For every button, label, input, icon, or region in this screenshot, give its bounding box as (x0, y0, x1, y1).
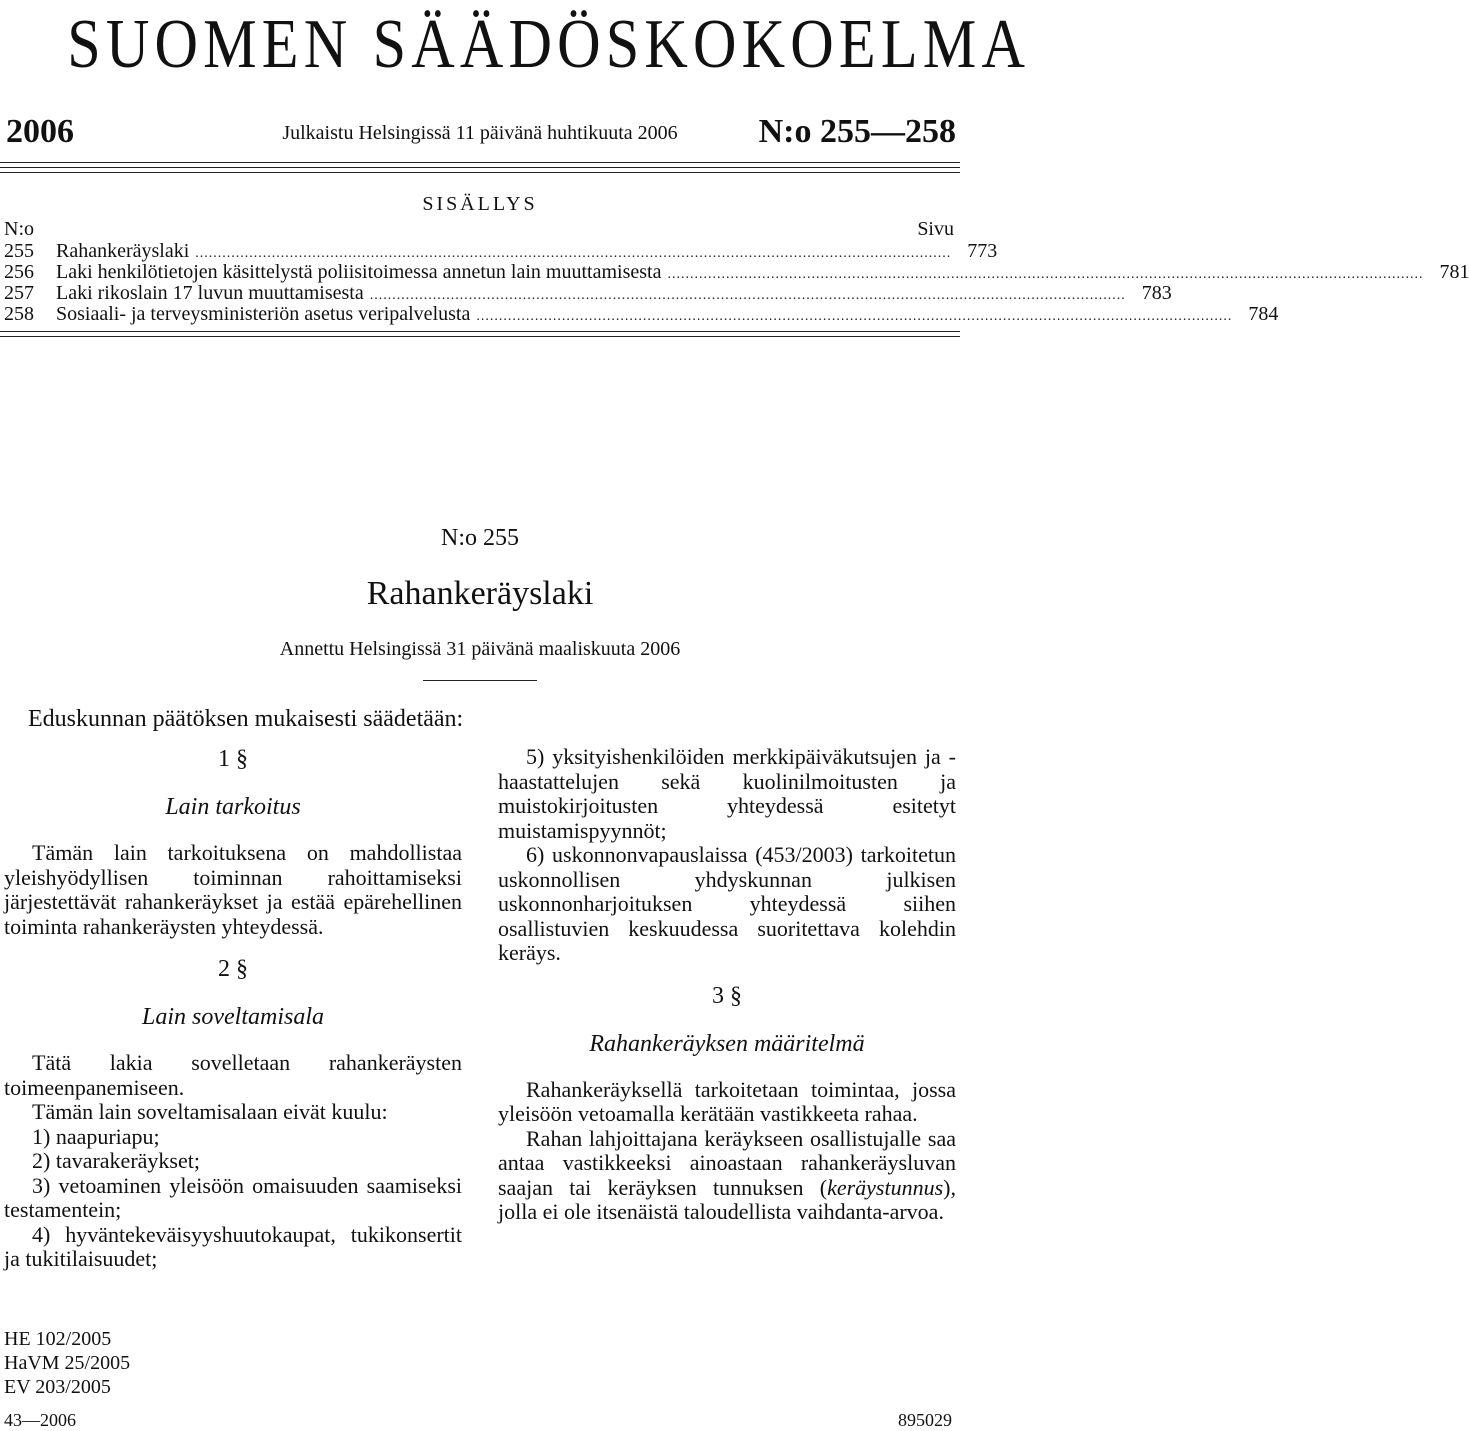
toc-page-header: Sivu (917, 218, 954, 240)
reference-item: HE 102/2005 (4, 1328, 112, 1350)
list-item: 6) uskonnonvapauslaissa (453/2003) tarkoitetun uskonnollisen yhdyskunnan julkisen uskonnonharjoituksen yhteydessä siihen osallistuvien keskuudessa suoritettava kolehdin keräys. (498, 842, 956, 965)
publication-date: Julkaistu Helsingissä 11 päivänä huhtikuuta 2006 (282, 122, 678, 144)
act-title: Rahankeräyslaki (366, 575, 594, 612)
toc-row-title: Rahankeräyslaki (56, 240, 190, 262)
list-item: 1) naapuriapu; (32, 1123, 160, 1149)
section-3-title: Rahankeräyksen määritelmä (589, 1030, 865, 1057)
list-item: 4) hyväntekeväisyyshuutokaupat, tukikonsertit ja tukitilaisuudet; (4, 1221, 462, 1271)
footer-left-code: 43—2006 (4, 1410, 76, 1430)
right-column (498, 745, 956, 1225)
toc-row-page: 773 (967, 240, 998, 262)
section-3-paragraph: Rahankeräyksellä tarkoitetaan toimintaa, jossa yleisöön vetoamalla kerätään vastikkeeta rahaa. (498, 1076, 956, 1126)
section-3-paragraph (498, 1127, 956, 1225)
section-1-number: 1 § (218, 746, 248, 772)
toc-leader-dots: ........................................................................................................................................................................ (667, 267, 1424, 282)
list-item: 5) yksityishenkilöiden merkkipäiväkutsujen ja -haastattelujen sekä kuolinilmoitusten ja muistokirjoitusten yhteydessä esitetyt muistamispyynnöt; (498, 744, 956, 843)
toc-row-page: 784 (1248, 303, 1279, 325)
section-2-paragraph: Tätä lakia sovelletaan rahankeräysten toimeenpanemiseen. (4, 1050, 462, 1100)
toc-row-number: 255 (4, 240, 34, 262)
toc-rule (0, 331, 960, 332)
reference-item: EV 203/2005 (4, 1376, 111, 1398)
act-given-date: Annettu Helsingissä 31 päivänä maaliskuuta 2006 (279, 638, 681, 660)
section-1-title: Lain tarkoitus (165, 794, 301, 820)
header-rule (0, 172, 960, 173)
toc-row[interactable] (4, 303, 1279, 325)
toc-number-header: N:o (4, 218, 34, 240)
header-rule (0, 162, 960, 163)
toc-row-page: 781 (1439, 261, 1469, 283)
paragraph-text: ), jolla ei ole itsenäistä taloudellista vaihdanta-arvoa. (498, 1174, 956, 1224)
toc-row-page: 783 (1141, 282, 1172, 304)
toc-row-number: 256 (4, 261, 34, 283)
toc-leader-dots: ........................................................................................................................................................................ (476, 309, 1233, 324)
toc-heading: SISÄLLYS (422, 193, 538, 215)
left-column (4, 745, 462, 1272)
toc-row-number: 258 (4, 303, 34, 325)
section-3-number: 3 § (712, 982, 742, 1009)
toc-row-title: Laki henkilötietojen käsittelystä poliisitoimessa annetun lain muuttamisesta (56, 261, 662, 283)
toc-row[interactable] (4, 240, 998, 262)
footer-right-code: 895029 (898, 1410, 952, 1430)
toc-row-title: Laki rikoslain 17 luvun muuttamisesta (56, 282, 364, 304)
legislative-references (4, 1327, 130, 1399)
section-2-paragraph: Tämän lain soveltamisalaan eivät kuulu: (32, 1099, 388, 1124)
toc-leader-dots: ........................................................................................................................................................................ (195, 246, 952, 261)
enacting-clause: Eduskunnan päätöksen mukaisesti säädetään: (28, 706, 464, 732)
masthead-title: SUOMEN SÄÄDÖSKOKOELMA (67, 6, 1031, 83)
section-1-text: Tämän lain tarkoituksena on mahdollistaa yleishyödyllisen toiminnan rahoittamiseksi järjestettävät rahankeräykset ja estää epärehellinen toiminta rahankeräysten yhteydessä. (4, 840, 462, 939)
section-2-title: Lain soveltamisala (141, 1004, 324, 1030)
list-item: 3) vetoaminen yleisöön omaisuuden saamiseksi testamentein; (4, 1172, 462, 1222)
reference-item: HaVM 25/2005 (4, 1352, 131, 1374)
toc-row[interactable] (4, 282, 1172, 304)
toc-leader-dots: ........................................................................................................................................................................ (369, 288, 1126, 303)
act-title-rule (423, 680, 537, 681)
list-item: 2) tavarakeräykset; (32, 1148, 200, 1173)
toc-row[interactable] (4, 261, 1469, 283)
paragraph-text: Rahan lahjoittajana keräykseen osallistujalle saa antaa vastikkeeksi ainoastaan rahankeräysluvan saajan tai keräyksen tunnuksen ( (498, 1125, 956, 1200)
toc-rule (0, 336, 960, 337)
section-2-number: 2 § (218, 956, 248, 982)
toc-row-number: 257 (4, 282, 34, 304)
header-rule (0, 167, 960, 168)
issue-number: N:o 255—258 (758, 113, 956, 150)
defined-term: keräystunnus (827, 1174, 944, 1200)
publication-year: 2006 (6, 113, 74, 150)
toc-row-title: Sosiaali- ja terveysministeriön asetus veripalvelusta (56, 303, 471, 325)
act-number: N:o 255 (441, 525, 519, 551)
